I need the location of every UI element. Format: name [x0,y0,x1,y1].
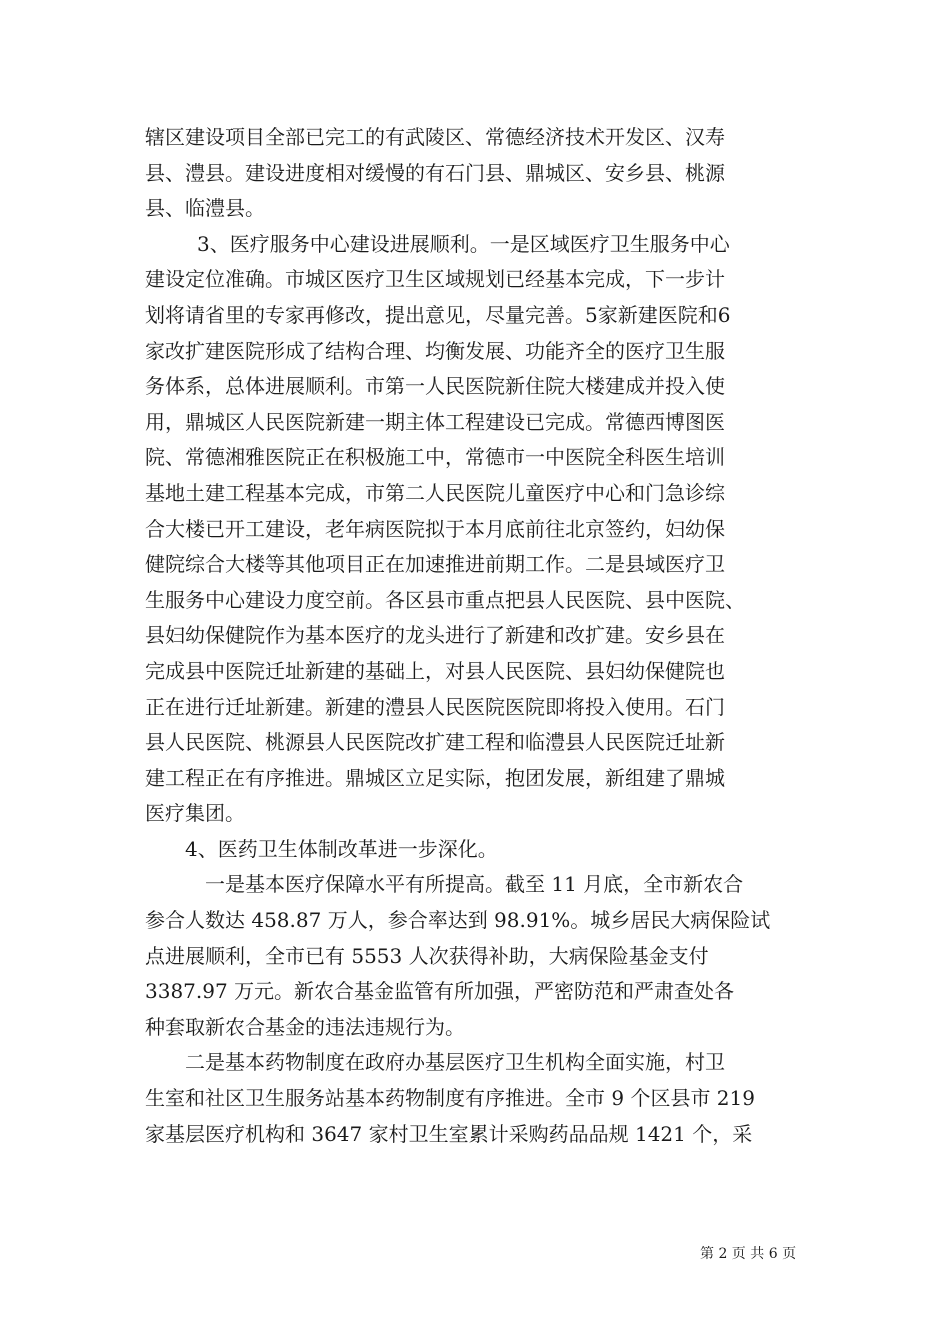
text-line: 县、临澧县。 [145,196,265,221]
text-line: 医疗集团。 [145,801,245,826]
text-line: 县、澧县。建设进度相对缓慢的有石门县、鼎城区、安乡县、桃源 [145,160,725,185]
text-line: 二是基本药物制度在政府办基层医疗卫生机构全面实施，村卫 [185,1050,725,1075]
document-body [145,120,805,1152]
text-line: 建设定位准确。市城区医疗卫生区域规划已经基本完成，下一步计 [145,267,725,292]
text-line: 县妇幼保健院作为基本医疗的龙头进行了新建和改扩建。安乡县在 [145,623,725,648]
text-line: 合大楼已开工建设，老年病医院拟于本月底前往北京签约，妇幼保 [145,516,725,541]
text-line: 参合人数达 458.87 万人，参合率达到 98.91%。城乡居民大病保险试 [145,908,771,933]
text-line: 正在进行迁址新建。新建的澧县人民医院医院即将投入使用。石门 [145,694,725,719]
text-line: 县人民医院、桃源县人民医院改扩建工程和临澧县人民医院迁址新 [145,730,725,755]
text-line: 家改扩建医院形成了结构合理、均衡发展、功能齐全的医疗卫生服 [145,338,725,363]
section-heading-4: 4、医药卫生体制改革进一步深化。 [185,836,498,861]
text-line: 基地土建工程基本完成，市第二人民医院儿童医疗中心和门急诊综 [145,480,725,505]
text-line: 一是基本医疗保障水平有所提高。截至 11 月底，全市新农合 [205,872,744,897]
text-line: 务体系，总体进展顺利。市第一人民医院新住院大楼建成并投入使 [145,374,725,399]
text-line: 建工程正在有序推进。鼎城区立足实际，抱团发展，新组建了鼎城 [145,765,725,790]
text-line: 划将请省里的专家再修改，提出意见，尽量完善。5家新建医院和6 [145,302,731,327]
section-heading-3: 3、医疗服务中心建设进展顺利。一是区域医疗卫生服务中心 [197,231,730,256]
text-line: 院、常德湘雅医院正在积极施工中，常德市一中医院全科医生培训 [145,445,725,470]
text-line: 用，鼎城区人民医院新建一期主体工程建设已完成。常德西博图医 [145,409,725,434]
text-line: 完成县中医院迁址新建的基础上，对县人民医院、县妇幼保健院也 [145,658,725,683]
text-line: 家基层医疗机构和 3647 家村卫生室累计采购药品品规 1421 个，采 [145,1121,753,1146]
text-line: 生室和社区卫生服务站基本药物制度有序推进。全市 9 个区县市 219 [145,1086,755,1111]
text-line: 点进展顺利，全市已有 5553 人次获得补助，大病保险基金支付 [145,943,709,968]
text-line: 辖区建设项目全部已完工的有武陵区、常德经济技术开发区、汉寿 [145,125,725,149]
page-number: 第 2 页 共 6 页 [700,1246,797,1262]
text-line: 健院综合大楼等其他项目正在加速推进前期工作。二是县域医疗卫 [145,552,725,577]
text-line: 种套取新农合基金的违法违规行为。 [145,1014,465,1039]
text-line: 生服务中心建设力度空前。各区县市重点把县人民医院、县中医院、 [145,587,745,612]
text-line: 3387.97 万元。新农合基金监管有所加强，严密防范和严肃查处各 [145,979,735,1004]
